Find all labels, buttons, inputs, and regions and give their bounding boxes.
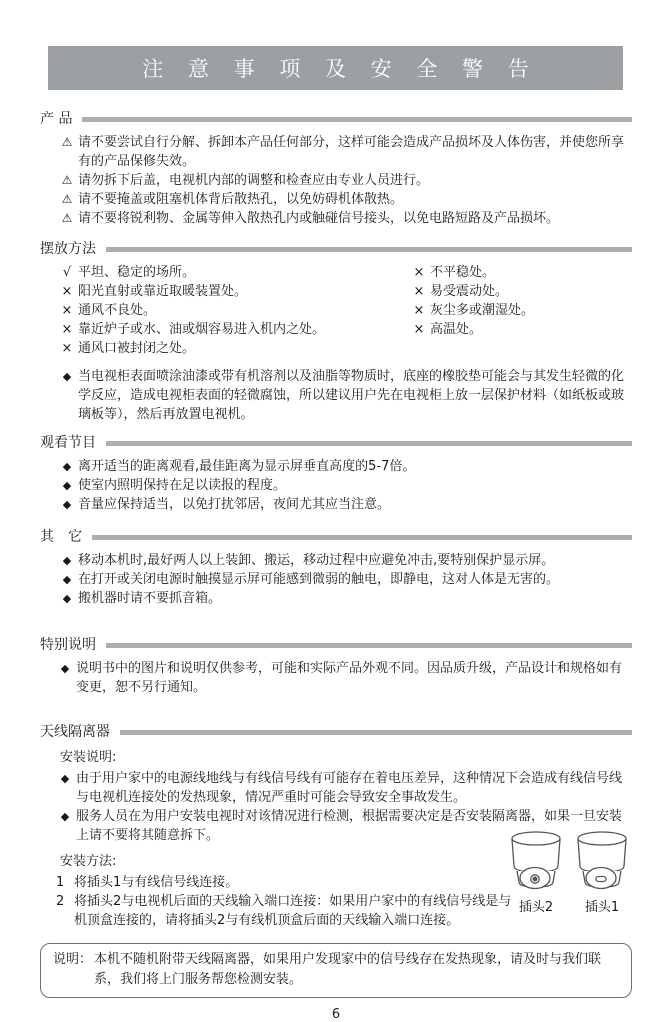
step-number: 1 [56,875,65,890]
note-text: 当电视柜表面喷涂油漆或带有机溶剂以及油脂等物质时，底座的橡胶垫可能会与其发生轻微的化学反应，造成电视柜表面的轻微腐蚀，所以建议用户先在电视柜上放一层保护材料（如纸板或玻璃板等），然后再放置电视机。 [78,369,625,422]
section-product-heading [40,108,632,128]
cross-icon: × [61,322,73,337]
item-text: 音量应保持适当，以免打扰邻居，夜间尤其应当注意。 [78,497,391,512]
list-item [408,263,632,282]
item-text: 移动本机时,最好两人以上装卸、搬运，移动过程中应避免冲击,要特别保护显示屏。 [78,553,555,568]
warning-icon: ⚠ [61,173,73,187]
list-item [56,589,632,608]
step-number: 2 [56,894,65,909]
cross-icon: × [61,341,73,356]
item-text: 由于用户家中的电源线地线与有线信号线有可能存在着电压差异，这种情况下会造成有线信号线与电视机连接处的发热现象，情况严重时可能会导致安全事故发生。 [76,771,623,805]
section-title: 其 它 [40,529,82,545]
step-text: 将插头2与电视机后面的天线输入端口连接：如果用户家中的有线信号线是与机顶盒连接的，请将插头2与有线机顶盒后面的天线输入端口连接。 [74,894,512,928]
install-method-label: 安装方法: [60,854,117,869]
list-item [56,570,632,589]
item-text: 在打开或关闭电源时触摸显示屏可能感到微弱的触电，即静电，这对人体是无害的。 [78,572,560,587]
section-divider [106,247,632,252]
section-divider [106,441,632,446]
warning-icon: ⚠ [61,211,73,225]
diamond-bullet-icon: ◆ [60,772,70,785]
item-text: 高温处。 [430,322,483,337]
cross-icon: × [413,284,425,299]
section-title: 产 品 [40,111,73,127]
list-item [56,339,408,358]
item-text: 搬机器时请不要抓音箱。 [78,591,222,606]
warning-icon: ⚠ [61,135,73,149]
list-item [56,476,632,495]
list-item [54,659,632,697]
install-method-block [40,852,632,930]
plug-2-icon [508,830,564,894]
list-item [56,190,632,209]
plug-1-illustration [574,830,630,915]
special-items [54,659,632,697]
list-item [56,457,632,476]
diamond-bullet-icon: ◆ [62,554,72,567]
item-text: 灰尘多或潮湿处。 [430,303,535,318]
list-item [56,263,408,282]
footer-note-label: 说明： [53,952,93,967]
section-divider [120,730,632,735]
item-text: 阳光直射或靠近取暖装置处。 [78,284,248,299]
install-notes-label: 安装说明: [60,750,117,765]
warning-icon: ⚠ [61,192,73,206]
page-title-bar [48,46,623,90]
section-title: 特别说明 [40,637,96,653]
cross-icon: × [61,303,73,318]
cross-icon: × [61,284,73,299]
step-item [54,892,516,930]
check-icon: √ [62,265,72,280]
item-text: 通风不良处。 [78,303,157,318]
item-text: 离开适当的距离观看,最佳距离为显示屏垂直高度的5-7倍。 [78,459,416,474]
list-item [56,320,408,339]
step-text: 将插头1与有线信号线连接。 [74,875,239,890]
plug-1-icon [574,830,630,894]
page-content [40,108,632,1022]
page-title: 注 意 事 项 及 安 全 警 告 [142,57,538,81]
section-viewing-heading [40,432,632,452]
section-divider [106,643,632,648]
list-item [408,320,632,339]
section-placement-heading [40,238,632,258]
cross-icon: × [413,322,425,337]
placement-columns [56,263,632,358]
item-text: 靠近炉子或水、油或烟容易进入机内之处。 [78,322,326,337]
plug-2-label: 插头2 [518,900,554,915]
diamond-bullet-icon: ◆ [62,573,72,586]
install-steps [54,873,516,930]
placement-note [56,367,632,424]
diamond-bullet-icon: ◆ [60,662,70,675]
antenna-plug-figure [508,830,630,915]
item-text: 易受震动处。 [430,284,509,299]
item-text: 使室内照明保持在足以读报的程度。 [78,478,287,493]
section-antenna-heading [40,721,632,741]
viewing-items [56,457,632,514]
item-text: 不平稳处。 [430,265,496,280]
diamond-bullet-icon: ◆ [62,592,72,605]
plug-1-label: 插头1 [584,900,620,915]
section-title: 观看节目 [40,435,96,451]
footer-note-box [40,943,632,998]
list-item [408,301,632,320]
list-item [56,495,632,514]
section-divider [92,535,632,540]
section-special-heading [40,634,632,654]
item-text: 请不要将锐利物、金属等伸入散热孔内或触碰信号接头，以免电路短路及产品损坏。 [78,211,560,226]
others-items [56,551,632,608]
cross-icon: × [413,265,425,280]
item-text: 服务人员在为用户安装电视时对该情况进行检测，根据需要决定是否安装隔离器，如果一旦安装上请不要将其随意拆下。 [76,809,623,843]
placement-right-column [408,263,632,358]
diamond-bullet-icon: ◆ [62,370,72,383]
list-item [54,769,632,807]
list-item [56,133,632,171]
item-text: 请不要尝试自行分解、拆卸本产品任何部分，这样可能会造成产品损坏及人体伤害，并使您所享有的产品保修失效。 [78,135,625,169]
list-item [56,551,632,570]
list-item [56,171,632,190]
item-text: 平坦、稳定的场所。 [78,265,196,280]
list-item [408,282,632,301]
diamond-bullet-icon: ◆ [60,810,70,823]
product-items [56,133,632,228]
section-divider [82,117,632,122]
diamond-bullet-icon: ◆ [62,479,72,492]
list-item [56,209,632,228]
page-number: 6 [331,1007,341,1022]
diamond-bullet-icon: ◆ [62,460,72,473]
plug-2-illustration [508,830,564,915]
cross-icon: × [413,303,425,318]
list-item [56,301,408,320]
item-text: 通风口被封闭之处。 [78,341,196,356]
footer-note-text: 本机不随机附带天线隔离器，如果用户发现家中的信号线存在发热现象，请及时与我们联系，我们将上门服务帮您检测安装。 [94,952,602,987]
diamond-bullet-icon: ◆ [62,498,72,511]
section-title: 天线隔离器 [40,724,110,740]
step-item [54,873,516,892]
item-text: 说明书中的图片和说明仅供参考，可能和实际产品外观不同。因品质升级，产品设计和规格如有变更，恕不另行通知。 [76,661,623,695]
item-text: 请勿拆下后盖，电视机内部的调整和检查应由专业人员进行。 [78,173,430,188]
list-item [56,282,408,301]
item-text: 请不要掩盖或阻塞机体背后散热孔，以免妨碍机体散热。 [78,192,404,207]
section-others-heading [40,526,632,546]
section-title: 摆放方法 [40,241,96,257]
placement-left-column [56,263,408,358]
